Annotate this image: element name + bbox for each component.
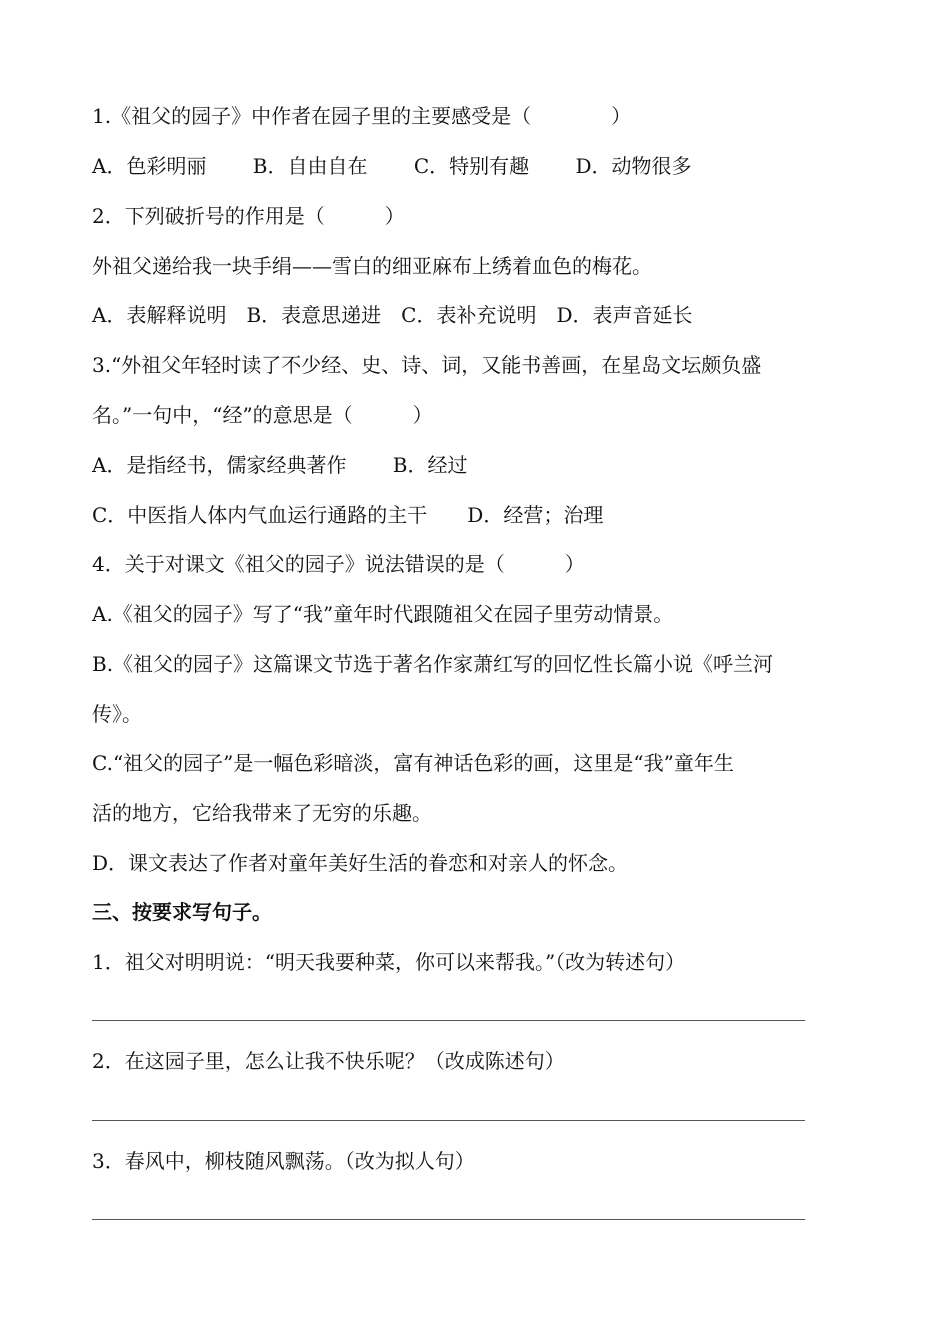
rewrite-item-2: 2．在这园子里，怎么让我不快乐呢？（改成陈述句） [92, 1049, 565, 1073]
answer-line-1[interactable] [92, 1020, 805, 1021]
q3-options-line1: A．是指经书，儒家经典著作 B．经过 [92, 453, 468, 477]
answer-line-3[interactable] [92, 1219, 805, 1220]
q3-options-line2: C．中医指人体内气血运行通路的主干 D．经营；治理 [92, 503, 604, 527]
q4-option-c-line1: C.“祖父的园子”是一幅色彩暗淡，富有神话色彩的画，这里是“我”童年生 [92, 751, 734, 775]
q1-options: A．色彩明丽 B．自由自在 C．特别有趣 D．动物很多 [92, 154, 692, 178]
q1-stem: 1.《祖父的园子》中作者在园子里的主要感受是（ ） [92, 104, 632, 128]
q4-option-c-line2: 活的地方，它给我带来了无穷的乐趣。 [92, 801, 432, 825]
section3-heading: 三、按要求写句子。 [92, 900, 272, 924]
rewrite-item-3: 3．春风中，柳枝随风飘荡。（改为拟人句） [92, 1149, 475, 1173]
q4-option-b-line2: 传》。 [92, 702, 142, 726]
q4-stem: 4．关于对课文《祖父的园子》说法错误的是（ ） [92, 552, 585, 576]
answer-line-2[interactable] [92, 1120, 805, 1121]
q3-stem-line2: 名。”一句中，“经”的意思是（ ） [92, 403, 433, 427]
rewrite-item-1: 1．祖父对明明说：“明天我要种菜，你可以来帮我。”（改为转述句） [92, 950, 686, 974]
q3-stem-line1: 3.“外祖父年轻时读了不少经、史、诗、词，又能书善画，在星岛文坛颇负盛 [92, 353, 762, 377]
q2-sentence: 外祖父递给我一块手绢——雪白的细亚麻布上绣着血色的梅花。 [92, 254, 652, 278]
q4-option-b-line1: B.《祖父的园子》这篇课文节选于著名作家萧红写的回忆性长篇小说《呼兰河 [92, 652, 774, 676]
q2-stem: 2．下列破折号的作用是（ ） [92, 204, 405, 228]
q2-options: A．表解释说明 B．表意思递进 C．表补充说明 D．表声音延长 [92, 303, 693, 327]
q4-option-d: D．课文表达了作者对童年美好生活的眷恋和对亲人的怀念。 [92, 851, 629, 875]
q4-option-a: A.《祖父的园子》写了“我”童年时代跟随祖父在园子里劳动情景。 [92, 602, 674, 626]
